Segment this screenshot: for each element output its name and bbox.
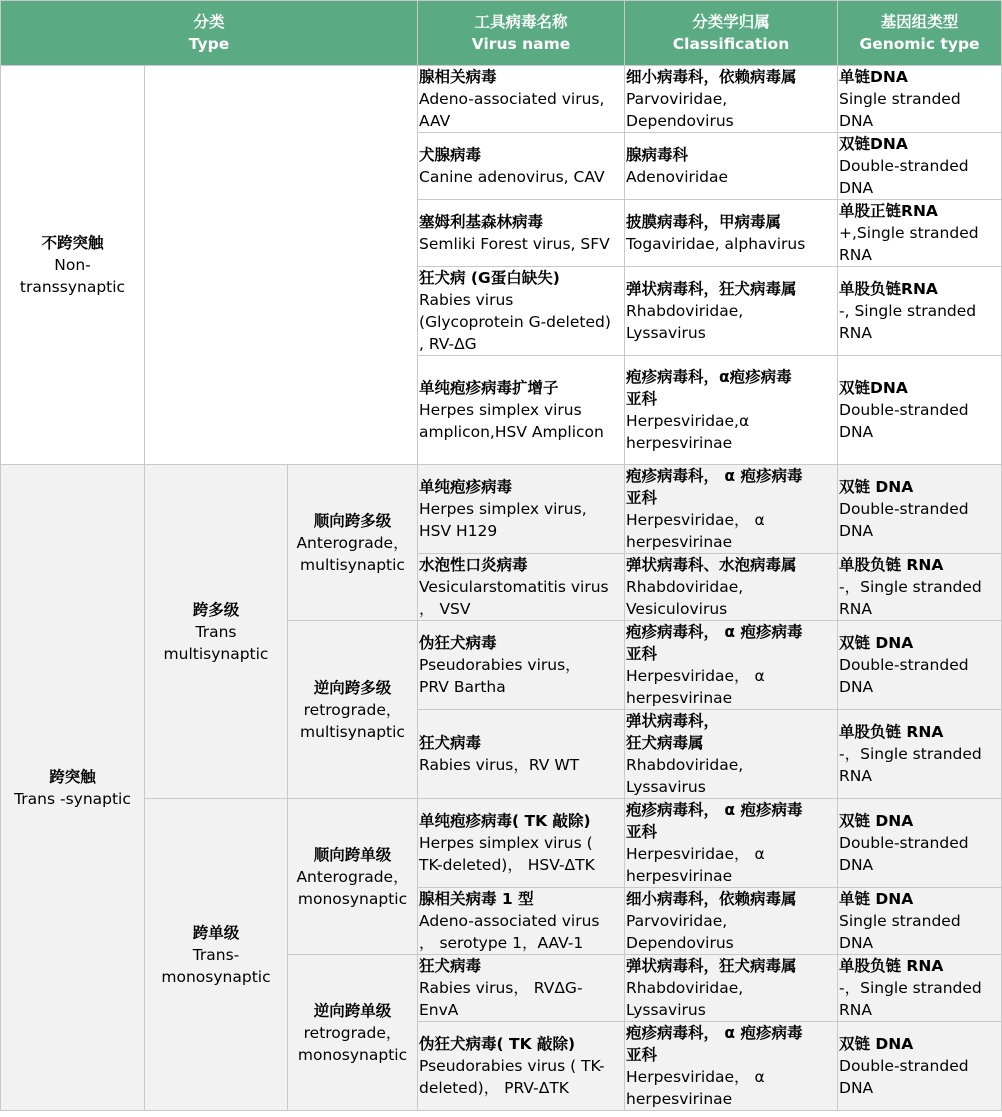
genomic-type-en: DNA [839, 112, 874, 130]
classification-cn: 亚科 [626, 645, 658, 663]
virus-name-cn: 塞姆利基森林病毒 [419, 213, 544, 231]
virus-name-en: deleted)， PRV-ΔTK [419, 1079, 569, 1097]
virus-name-en: Adeno-associated virus [419, 912, 600, 930]
genomic-type-en: DNA [839, 179, 874, 197]
genomic-type-en: Single stranded [839, 90, 961, 108]
genomic-type-cn: 单链 DNA [839, 890, 914, 908]
classification-cell [625, 356, 838, 465]
virus-name-cell [418, 1022, 625, 1111]
category-trans-multisynaptic: 跨多级 Trans multisynaptic [145, 465, 288, 799]
genomic-type-cell [838, 554, 1002, 621]
classification-cn: 亚科 [626, 1046, 658, 1064]
virus-name-en: Canine adenovirus, CAV [419, 168, 605, 186]
classification-en: Lyssavirus [626, 778, 706, 796]
classification-en: Herpesviridae， α [626, 511, 765, 529]
genomic-type-en: RNA [839, 600, 872, 618]
genomic-type-cn: 单股负链 RNA [839, 723, 944, 741]
genomic-type-en: Double-stranded [839, 401, 969, 419]
classification-cell [625, 710, 838, 799]
category-anterograde-monosynaptic: 顺向跨单级 Anterograde， monosynaptic [288, 799, 418, 955]
virus-name-cn: 水泡性口炎病毒 [419, 556, 528, 574]
virus-name-en: AAV [419, 112, 451, 130]
classification-cell [625, 267, 838, 356]
virus-name-en: HSV H129 [419, 522, 498, 540]
genomic-type-cell [838, 955, 1002, 1022]
table-row [1, 66, 1002, 133]
category-trans-monosynaptic: 跨单级 Trans- monosynaptic [145, 799, 288, 1111]
genomic-type-cell [838, 465, 1002, 554]
classification-en: Parvoviridae, [626, 912, 728, 930]
virus-name-en: TK-deleted)， HSV-ΔTK [419, 856, 595, 874]
genomic-type-cn: 双链 DNA [839, 634, 914, 652]
virus-name-cell [418, 888, 625, 955]
virus-name-cell [418, 955, 625, 1022]
virus-name-cell [418, 799, 625, 888]
virus-name-cell [418, 465, 625, 554]
virus-name-cn: 腺相关病毒 1 型 [419, 890, 534, 908]
genomic-type-en: RNA [839, 767, 872, 785]
classification-en: Vesiculovirus [626, 600, 728, 618]
virus-name-cn: 单纯疱疹病毒( TK 敲除) [419, 812, 591, 830]
classification-en: Lyssavirus [626, 1001, 706, 1019]
classification-en: Dependovirus [626, 934, 734, 952]
virus-name-en: Herpes simplex virus [419, 401, 582, 419]
empty-subcategory-cell [145, 66, 418, 465]
header-type: 分类 Type [1, 1, 418, 66]
classification-en: herpesvirinae [626, 689, 733, 707]
genomic-type-cell [838, 888, 1002, 955]
virus-name-cell [418, 356, 625, 465]
genomic-type-cn: 双链 DNA [839, 478, 914, 496]
classification-cell [625, 955, 838, 1022]
classification-en: Togaviridae, alphavirus [626, 235, 806, 253]
classification-cell [625, 621, 838, 710]
genomic-type-cn: 单链DNA [839, 68, 908, 86]
genomic-type-cell [838, 267, 1002, 356]
virus-name-en: Rabies virus，RV WT [419, 756, 580, 774]
classification-en: Herpesviridae， α [626, 845, 765, 863]
classification-cn: 疱疹病毒科， α 疱疹病毒 [626, 801, 803, 819]
genomic-type-cell [838, 710, 1002, 799]
genomic-type-cn: 双链DNA [839, 135, 908, 153]
virus-name-en: Pseudorabies virus， [419, 656, 581, 674]
genomic-type-cell [838, 200, 1002, 267]
classification-cn: 疱疹病毒科， α 疱疹病毒 [626, 467, 803, 485]
genomic-type-en: -, Single stranded [839, 302, 977, 320]
classification-en: Rhabdoviridae, [626, 302, 744, 320]
classification-en: herpesvirinae [626, 1090, 733, 1108]
virus-name-cn: 伪狂犬病毒 [419, 634, 497, 652]
classification-cn: 疱疹病毒科， α 疱疹病毒 [626, 1024, 803, 1042]
genomic-type-cell [838, 133, 1002, 200]
classification-cell [625, 465, 838, 554]
virus-name-en: ， serotype 1，AAV-1 [419, 934, 584, 952]
genomic-type-en: -，Single stranded [839, 578, 982, 596]
classification-en: Herpesviridae， α [626, 667, 765, 685]
virus-name-en: Pseudorabies virus ( TK- [419, 1057, 605, 1075]
classification-en: Herpesviridae,α [626, 412, 750, 430]
virus-name-cn: 伪狂犬病毒( TK 敲除) [419, 1035, 576, 1053]
genomic-type-cn: 单股负链RNA [839, 280, 938, 298]
classification-cn: 弹状病毒科，狂犬病毒属 [626, 280, 797, 298]
classification-cell [625, 200, 838, 267]
classification-cell [625, 799, 838, 888]
virus-name-cn: 腺相关病毒 [419, 68, 497, 86]
classification-cn: 疱疹病毒科，α疱疹病毒 [626, 368, 792, 386]
classification-cell [625, 133, 838, 200]
virus-name-en: Rabies virus， RVΔG- [419, 979, 583, 997]
virus-name-cn: 犬腺病毒 [419, 146, 482, 164]
genomic-type-en: DNA [839, 423, 874, 441]
genomic-type-cn: 单股正链RNA [839, 202, 938, 220]
virus-name-cell [418, 267, 625, 356]
classification-en: Dependovirus [626, 112, 734, 130]
classification-cn: 亚科 [626, 489, 658, 507]
classification-en: Parvoviridae, [626, 90, 728, 108]
virus-name-cell [418, 133, 625, 200]
table-row [1, 799, 1002, 888]
classification-cell [625, 66, 838, 133]
genomic-type-cell [838, 356, 1002, 465]
virus-name-cell [418, 66, 625, 133]
classification-en: Rhabdoviridae, [626, 756, 744, 774]
classification-cn: 弹状病毒科、水泡病毒属 [626, 556, 797, 574]
header-genomic-type: 基因组类型 Genomic type [838, 1, 1002, 66]
genomic-type-cn: 单股负链 RNA [839, 556, 944, 574]
virus-name-cell [418, 710, 625, 799]
virus-name-en: Herpes simplex virus ( [419, 834, 593, 852]
classification-en: Rhabdoviridae, [626, 979, 744, 997]
virus-name-cn: 单纯疱疹病毒 [419, 478, 513, 496]
virus-name-cell [418, 621, 625, 710]
virus-name-en: Rabies virus [419, 291, 514, 309]
table-row [1, 465, 1002, 554]
header-row [1, 1, 1002, 66]
genomic-type-en: Double-stranded [839, 1057, 969, 1075]
genomic-type-en: DNA [839, 1079, 874, 1097]
header-classification: 分类学归属 Classification [625, 1, 838, 66]
genomic-type-en: DNA [839, 678, 874, 696]
genomic-type-cell [838, 621, 1002, 710]
virus-name-en: Semliki Forest virus, SFV [419, 235, 610, 253]
category-retrograde-multisynaptic: 逆向跨多级 retrograde， multisynaptic [288, 621, 418, 799]
virus-name-en: ， VSV [419, 600, 471, 618]
virus-name-en: , RV-ΔG [419, 335, 477, 353]
category-anterograde-multisynaptic: 顺向跨多级 Anterograde， multisynaptic [288, 465, 418, 621]
genomic-type-cell [838, 66, 1002, 133]
classification-en: Adenoviridae [626, 168, 729, 186]
genomic-type-en: Double-stranded [839, 157, 969, 175]
category-non-transsynaptic: 不跨突触 Non- transsynaptic [1, 66, 145, 465]
genomic-type-en: Single stranded [839, 912, 961, 930]
genomic-type-en: RNA [839, 324, 872, 342]
genomic-type-en: DNA [839, 934, 874, 952]
classification-en: Rhabdoviridae, [626, 578, 744, 596]
genomic-type-cell [838, 799, 1002, 888]
virus-name-cn: 狂犬病 (G蛋白缺失) [419, 269, 560, 287]
classification-cn: 细小病毒科，依赖病毒属 [626, 890, 797, 908]
classification-cn: 疱疹病毒科， α 疱疹病毒 [626, 623, 803, 641]
genomic-type-en: RNA [839, 246, 872, 264]
virus-name-en: Vesicularstomatitis virus [419, 578, 609, 596]
genomic-type-en: DNA [839, 856, 874, 874]
virus-name-en: Herpes simplex virus, [419, 500, 587, 518]
virus-name-en: PRV Bartha [419, 678, 506, 696]
genomic-type-cn: 双链 DNA [839, 812, 914, 830]
classification-en: herpesvirinae [626, 867, 733, 885]
classification-en: Herpesviridae， α [626, 1068, 765, 1086]
genomic-type-cn: 单股负链 RNA [839, 957, 944, 975]
genomic-type-en: RNA [839, 1001, 872, 1019]
genomic-type-en: -，Single stranded [839, 745, 982, 763]
classification-en: herpesvirinae [626, 434, 733, 452]
genomic-type-en: Double-stranded [839, 834, 969, 852]
virus-name-cn: 狂犬病毒 [419, 957, 482, 975]
classification-cn: 亚科 [626, 823, 658, 841]
classification-cn: 弹状病毒科， [626, 712, 720, 730]
virus-name-en: amplicon,HSV Amplicon [419, 423, 604, 441]
genomic-type-en: Double-stranded [839, 656, 969, 674]
classification-en: herpesvirinae [626, 533, 733, 551]
genomic-type-cn: 双链 DNA [839, 1035, 914, 1053]
virus-name-en: EnvA [419, 1001, 459, 1019]
classification-cn: 腺病毒科 [626, 146, 689, 164]
virus-name-cell [418, 200, 625, 267]
genomic-type-cn: 双链DNA [839, 379, 908, 397]
virus-name-cn: 单纯疱疹病毒扩增子 [419, 379, 559, 397]
classification-cn: 亚科 [626, 390, 658, 408]
virus-name-en: Adeno-associated virus, [419, 90, 605, 108]
genomic-type-en: DNA [839, 522, 874, 540]
category-retrograde-monosynaptic: 逆向跨单级 retrograde， monosynaptic [288, 955, 418, 1111]
virus-name-cn: 狂犬病毒 [419, 734, 482, 752]
genomic-type-cell [838, 1022, 1002, 1111]
classification-cell [625, 1022, 838, 1111]
genomic-type-en: +,Single stranded [839, 224, 979, 242]
genomic-type-en: -，Single stranded [839, 979, 982, 997]
category-trans-synaptic: 跨突触 Trans -synaptic [1, 465, 145, 1111]
genomic-type-en: Double-stranded [839, 500, 969, 518]
header-virus-name: 工具病毒名称 Virus name [418, 1, 625, 66]
classification-en: Lyssavirus [626, 324, 706, 342]
virus-name-cell [418, 554, 625, 621]
classification-cn: 弹状病毒科，狂犬病毒属 [626, 957, 797, 975]
virus-name-en: (Glycoprotein G-deleted) [419, 313, 611, 331]
classification-cn: 狂犬病毒属 [626, 734, 704, 752]
classification-cn: 披膜病毒科，甲病毒属 [626, 213, 782, 231]
classification-cell [625, 554, 838, 621]
classification-cell [625, 888, 838, 955]
classification-cn: 细小病毒科，依赖病毒属 [626, 68, 797, 86]
